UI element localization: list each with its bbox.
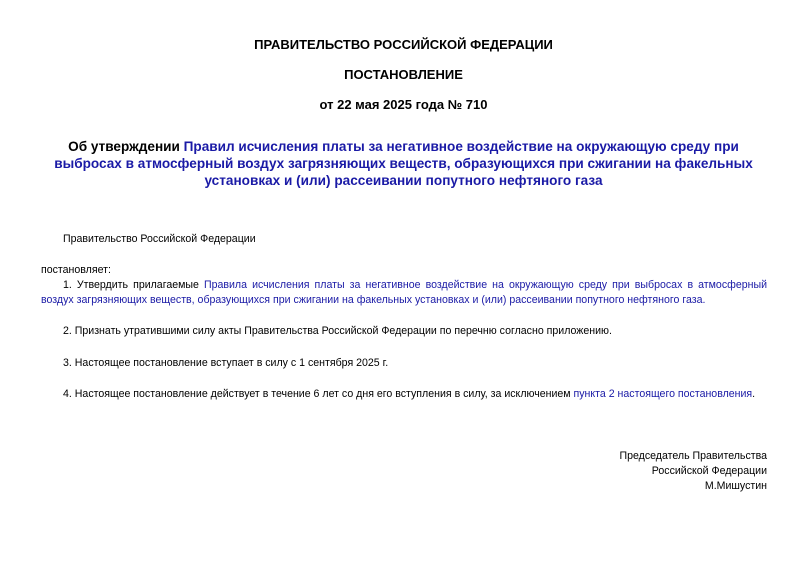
title-prefix: Об утверждении (68, 139, 184, 154)
date-number: от 22 мая 2025 года № 710 (319, 97, 488, 112)
item-1 (41, 278, 767, 308)
document-title (36, 138, 771, 189)
item-1-prefix: 1. Утвердить прилагаемые (63, 279, 204, 291)
item-2: 2. Признать утратившими силу акты Правительства Российской Федерации по перечню согласно приложению. (63, 325, 612, 337)
item-4 (63, 387, 755, 402)
intro-text: Правительство Российской Федерации (63, 233, 256, 245)
decides-text: постановляет: (41, 264, 111, 276)
title-rules-link[interactable]: Правил исчисления платы за негативное воздействие на окружающую среду при выбросах в атмосферный воздух загрязняющих веществ, образующихся при сжигании на факельных установках и (или) рассеивании попутного нефтяного газа (54, 139, 753, 188)
item-4-prefix: 4. Настоящее постановление действует в течение 6 лет со дня его вступления в силу, за исключением (63, 388, 574, 400)
signature-name: М.Мишустин (704, 480, 767, 492)
item-3: 3. Настоящее постановление вступает в силу с 1 сентября 2025 г. (63, 357, 389, 369)
signature-block (619, 449, 767, 494)
signature-line-2: Российской Федерации (651, 465, 767, 477)
item-1-rules-link[interactable]: Правила исчисления платы за негативное воздействие на окружающую среду при выбросах в атмосферный воздух загрязняющих веществ, образующихся при сжигании на факельных установках и (или) рассеивании попутного нефтяного газа. (41, 279, 768, 306)
document-type: ПОСТАНОВЛЕНИЕ (344, 67, 463, 82)
government-heading: ПРАВИТЕЛЬСТВО РОССИЙСКОЙ ФЕДЕРАЦИИ (254, 37, 553, 52)
signature-line-1: Председатель Правительства (619, 450, 767, 462)
item-4-suffix: . (752, 388, 756, 400)
item-4-clause-link[interactable]: пункта 2 настоящего постановления (573, 388, 753, 400)
